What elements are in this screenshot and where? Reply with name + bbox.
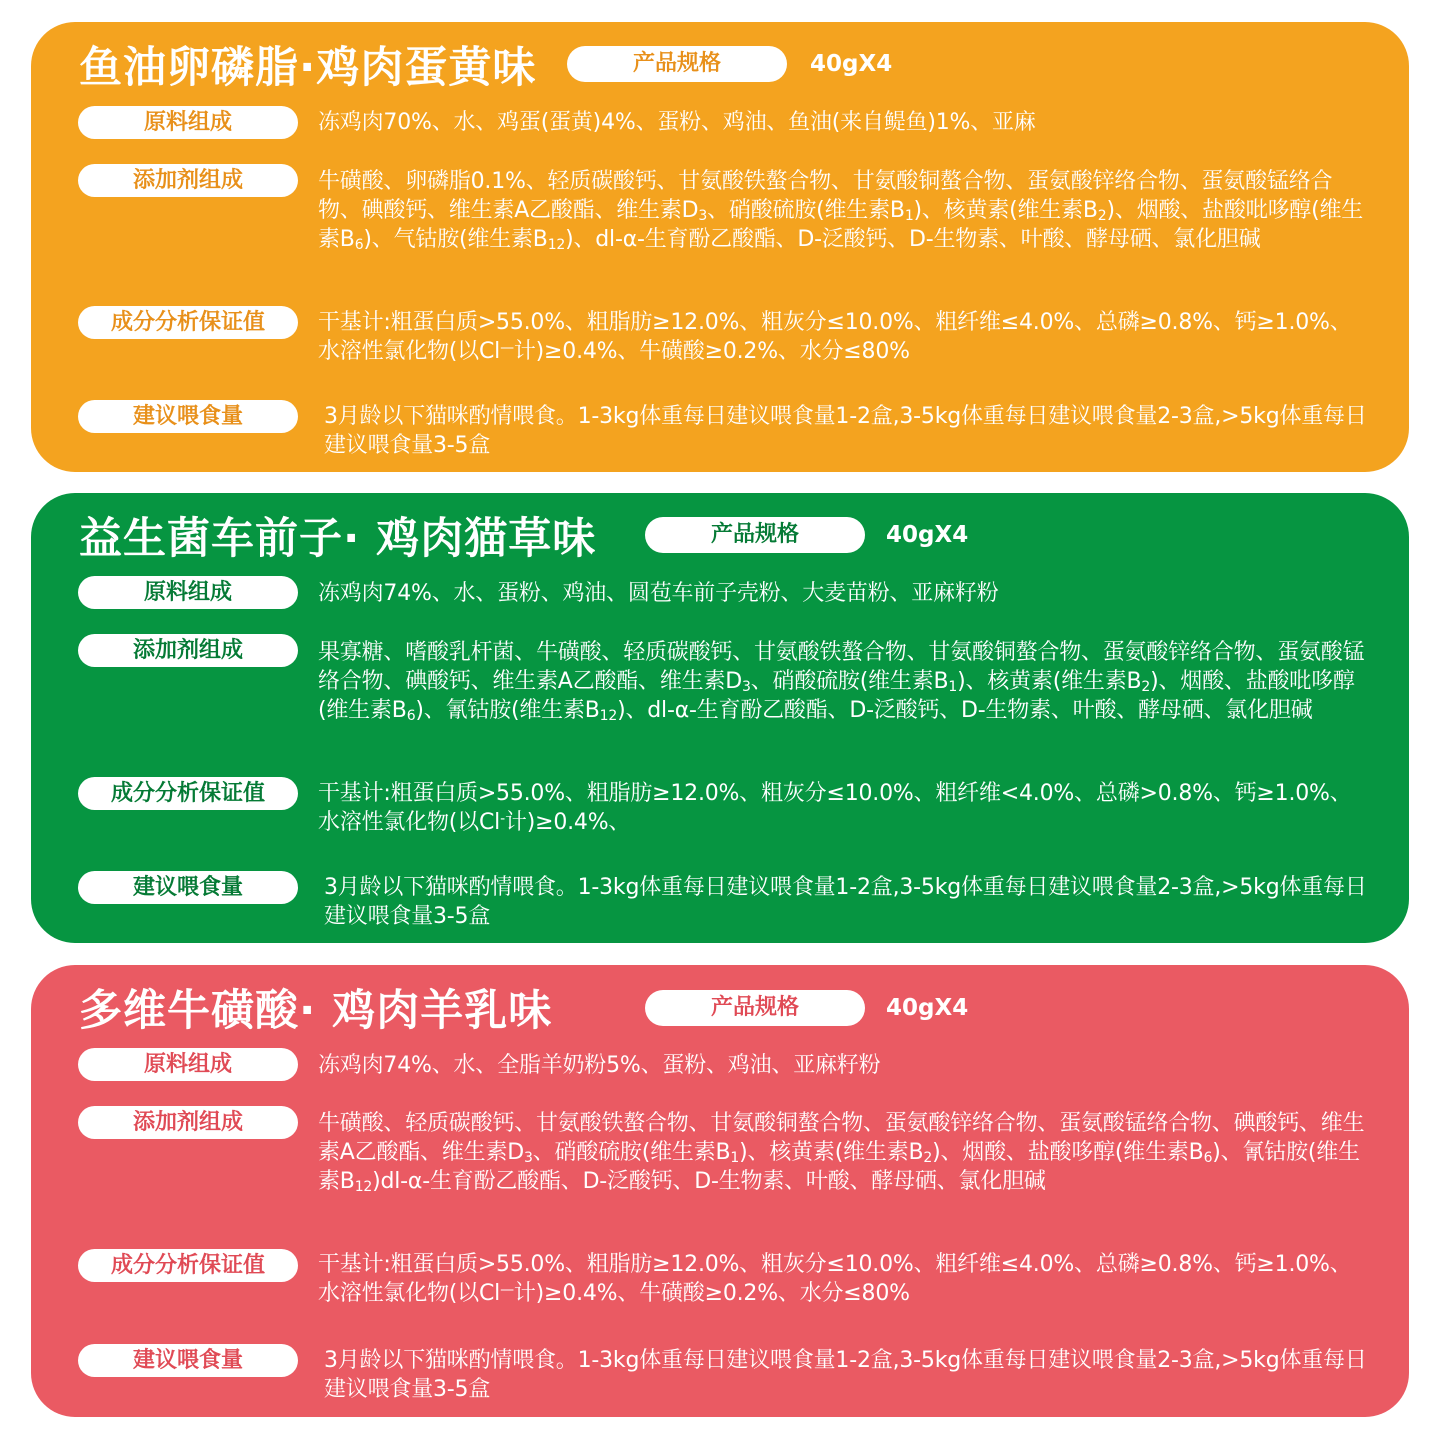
spec-label: 产品规格 [645, 517, 865, 553]
ingredients-label: 原料组成 [78, 106, 298, 139]
ingredients-text: 冻鸡肉70%、水、鸡蛋(蛋黄)4%、蛋粉、鸡油、鱼油(来自鳀鱼)1%、亚麻 [318, 110, 1036, 135]
additives-text: 果寡糖、嗜酸乳杆菌、牛磺酸、轻质碳酸钙、甘氨酸铁螯合物、甘氨酸铜螯合物、蛋氨酸锌络合物、蛋氨酸锰络合物、碘酸钙、维生素A乙酸酯、维生素$D_3$、硝酸硫胺(维生素$B_1$)、核黄素(维生素$B_2$)、烟酸、盐酸吡哆醇(维生素$B_6$)、氰钴胺(维生素$B_{12}$)、dl-α-生育酚乙酸酯、D-泛酸钙、D-生物素、叶酸、酵母硒、氯化胆碱 [318, 640, 1365, 724]
feeding-text: 3月龄以下猫咪酌情喂食。1-3kg体重每日建议喂食量1-2盒,3-5kg体重每日建议喂食量2-3盒,>5kg体重每日建议喂食量3-5盒 [324, 1348, 1367, 1402]
spec-label: 产品规格 [645, 990, 865, 1026]
analysis-text: 干基计:粗蛋白质>55.0%、粗脂肪≥12.0%、粗灰分≤10.0%、粗纤维<4.0%、总磷>0.8%、钙≥1.0%、水溶性氯化物(以Cl-计)≥0.4%、 [318, 781, 1352, 835]
spec-label: 产品规格 [567, 46, 787, 82]
additives-label: 添加剂组成 [78, 1106, 298, 1139]
additives-text: 牛磺酸、卵磷脂0.1%、轻质碳酸钙、甘氨酸铁螯合物、甘氨酸铜螯合物、蛋氨酸锌络合物、蛋氨酸锰络合物、碘酸钙、维生素A乙酸酯、维生素$D_3$、硝酸硫胺(维生素$B_1$)、核黄素(维生素$B_2$)、烟酸、盐酸吡哆醇(维生素$B_6$)、气钴胺(维生素$B_{12}$)、dl-α-生育酚乙酸酯、D-泛酸钙、D-生物素、叶酸、酵母硒、氯化胆碱 [318, 169, 1364, 253]
feeding-text: 3月龄以下猫咪酌情喂食。1-3kg体重每日建议喂食量1-2盒,3-5kg体重每日建议喂食量2-3盒,>5kg体重每日建议喂食量3-5盒 [324, 875, 1367, 929]
additives-text: 牛磺酸、轻质碳酸钙、甘氨酸铁螯合物、甘氨酸铜螯合物、蛋氨酸锌络合物、蛋氨酸锰络合物、碘酸钙、维生素A乙酸酯、维生素$D_3$、硝酸硫胺(维生素$B_1$)、核黄素(维生素$B_2$)、烟酸、盐酸哆醇(维生素$B_6$)、氰钴胺(维生素$B_{12})dl-\alpha-$生育酚乙酸酯、D-泛酸钙、D-生物素、叶酸、酵母硒、氯化胆碱 [318, 1111, 1365, 1195]
analysis-text: 干基计:粗蛋白质>55.0%、粗脂肪≥12.0%、粗灰分≤10.0%、粗纤维≤4.0%、总磷≥0.8%、钙≥1.0%、水溶性氯化物(以Cl—计)≥0.4%、牛磺酸≥0.2%、水分≤80% [318, 310, 1352, 364]
ingredients-label: 原料组成 [78, 576, 298, 609]
product-card-fish-oil [31, 22, 1409, 472]
ingredients-text: 冻鸡肉74%、水、全脂羊奶粉5%、蛋粉、鸡油、亚麻籽粉 [318, 1053, 881, 1078]
feeding-text: 3月龄以下猫咪酌情喂食。1-3kg体重每日建议喂食量1-2盒,3-5kg体重每日建议喂食量2-3盒,>5kg体重每日建议喂食量3-5盒 [324, 404, 1367, 458]
ingredients-label: 原料组成 [78, 1048, 298, 1081]
product-title: 益生菌车前子· 鸡肉猫草味 [79, 514, 597, 564]
spec-value: 40gX4 [886, 522, 969, 548]
analysis-label: 成分分析保证值 [78, 306, 298, 339]
spec-value: 40gX4 [810, 51, 893, 77]
spec-value: 40gX4 [886, 995, 969, 1021]
product-title: 多维牛磺酸· 鸡肉羊乳味 [79, 986, 553, 1036]
analysis-text: 干基计:粗蛋白质>55.0%、粗脂肪≥12.0%、粗灰分≤10.0%、粗纤维≤4.0%、总磷≥0.8%、钙≥1.0%、水溶性氯化物(以Cl—计)≥0.4%、牛磺酸≥0.2%、水分≤80% [318, 1252, 1352, 1306]
feeding-label: 建议喂食量 [78, 400, 298, 433]
product-title: 鱼油卵磷脂·鸡肉蛋黄味 [79, 43, 537, 93]
feeding-label: 建议喂食量 [78, 871, 298, 904]
product-card-probiotic [31, 493, 1409, 943]
additives-label: 添加剂组成 [78, 164, 298, 197]
analysis-label: 成分分析保证值 [78, 777, 298, 810]
feeding-label: 建议喂食量 [78, 1344, 298, 1377]
ingredients-text: 冻鸡肉74%、水、蛋粉、鸡油、圆苞车前子壳粉、大麦苗粉、亚麻籽粉 [318, 581, 999, 606]
analysis-label: 成分分析保证值 [78, 1249, 298, 1282]
product-card-taurine [31, 965, 1409, 1417]
additives-label: 添加剂组成 [78, 634, 298, 667]
